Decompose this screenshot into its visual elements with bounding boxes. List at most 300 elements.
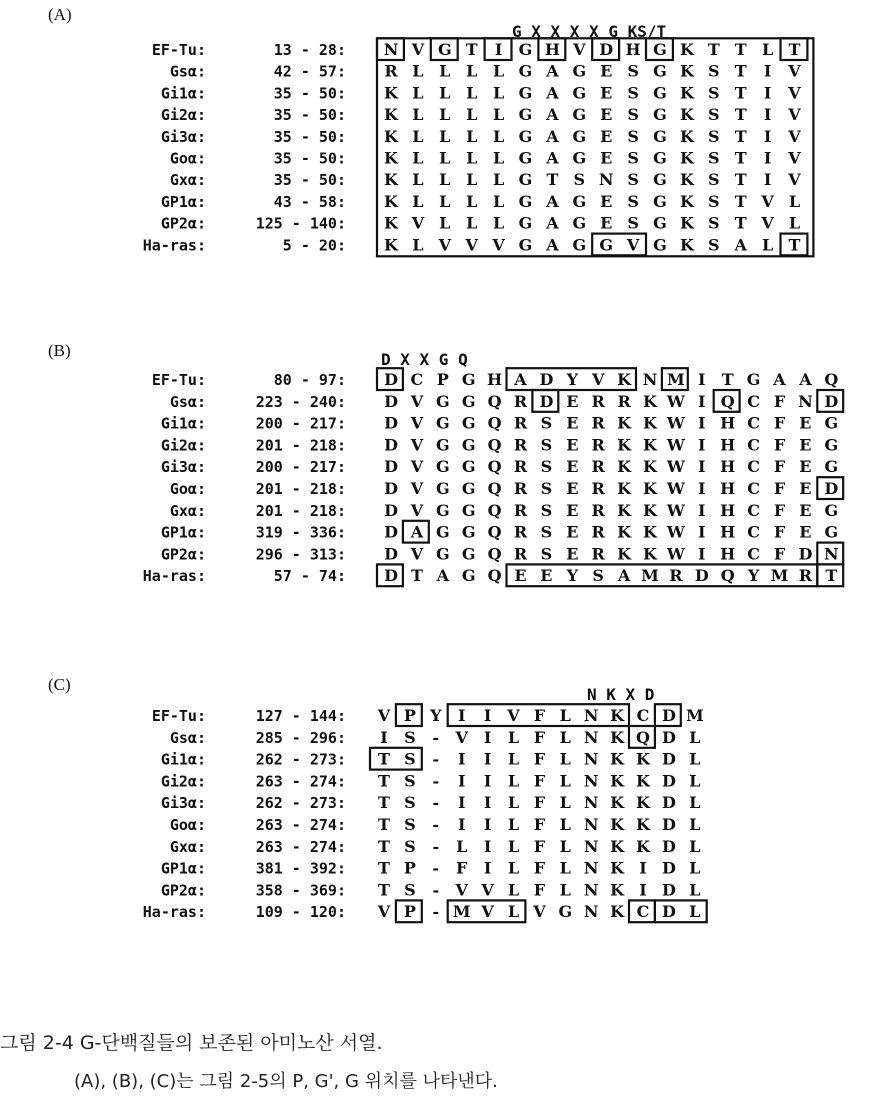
residue: K bbox=[610, 749, 625, 769]
residue: S bbox=[540, 522, 553, 542]
residue: L bbox=[507, 902, 520, 922]
residue: W bbox=[666, 457, 685, 477]
residue: C bbox=[747, 479, 760, 498]
residue: - bbox=[432, 880, 440, 900]
residue: I bbox=[698, 522, 706, 542]
residue: I bbox=[494, 40, 503, 59]
residue: L bbox=[492, 126, 505, 146]
residue: L bbox=[439, 105, 451, 125]
residue: F bbox=[773, 522, 786, 542]
residue: K bbox=[679, 105, 694, 125]
residue: I bbox=[763, 148, 772, 168]
residue: V bbox=[410, 391, 424, 411]
residue: N bbox=[823, 544, 839, 564]
residue-range: 358 - 369: bbox=[255, 881, 346, 900]
residue: S bbox=[708, 148, 720, 168]
residue: C bbox=[747, 391, 760, 411]
residue: T bbox=[734, 105, 747, 125]
residue: G bbox=[653, 148, 667, 168]
residue-range: 223 - 240: bbox=[255, 392, 346, 411]
residue: S bbox=[627, 61, 639, 81]
residue: E bbox=[799, 479, 812, 498]
residue: E bbox=[566, 500, 579, 520]
residue: F bbox=[533, 793, 546, 813]
residue: E bbox=[600, 61, 613, 81]
residue: R bbox=[513, 544, 528, 564]
residue: V bbox=[788, 170, 801, 190]
residue-range: 263 - 274: bbox=[255, 816, 346, 834]
residue: I bbox=[457, 793, 466, 813]
residue: P bbox=[436, 370, 449, 389]
residue: R bbox=[513, 457, 528, 477]
residue: D bbox=[384, 413, 398, 433]
residue: L bbox=[689, 771, 701, 791]
panel-label: (A) bbox=[48, 5, 72, 24]
protein-name: Gi3α: bbox=[160, 127, 206, 146]
residue: L bbox=[492, 61, 505, 81]
residue: K bbox=[636, 815, 650, 834]
residue: L bbox=[456, 836, 468, 856]
residue: E bbox=[600, 213, 613, 233]
protein-name: Gi2α: bbox=[160, 106, 206, 125]
residue: K bbox=[384, 213, 398, 233]
residue: F bbox=[773, 435, 786, 455]
protein-name: Gxα: bbox=[169, 501, 206, 520]
residue-range: 35 - 50: bbox=[273, 84, 346, 103]
residue: V bbox=[481, 902, 494, 922]
residue: L bbox=[492, 83, 505, 103]
residue: F bbox=[533, 836, 546, 856]
residue: S bbox=[592, 566, 604, 586]
protein-name: Ha-ras: bbox=[142, 236, 206, 255]
residue: G bbox=[653, 170, 667, 190]
residue: Q bbox=[636, 727, 650, 747]
residue: S bbox=[540, 479, 553, 498]
residue: L bbox=[412, 126, 424, 146]
residue: I bbox=[639, 880, 647, 900]
residue: L bbox=[439, 126, 451, 146]
residue: A bbox=[617, 566, 631, 586]
residue: C bbox=[747, 413, 760, 433]
residue: R bbox=[513, 500, 528, 520]
residue: L bbox=[559, 858, 571, 878]
residue: G bbox=[824, 522, 839, 542]
residue: I bbox=[483, 836, 492, 856]
residue: V bbox=[761, 191, 774, 211]
residue: L bbox=[466, 83, 478, 103]
residue: M bbox=[667, 370, 685, 389]
residue: S bbox=[540, 544, 553, 564]
residue: G bbox=[461, 544, 476, 564]
residue: L bbox=[559, 771, 571, 791]
residue: F bbox=[533, 858, 546, 878]
residue: S bbox=[404, 749, 416, 769]
residue: L bbox=[466, 213, 478, 233]
protein-name: EF-Tu: bbox=[151, 41, 206, 59]
residue: G bbox=[518, 191, 533, 211]
residue: D bbox=[661, 858, 676, 878]
residue: L bbox=[412, 235, 424, 255]
residue: S bbox=[404, 880, 416, 900]
residue: M bbox=[641, 566, 659, 586]
residue: A bbox=[546, 105, 559, 125]
residue: D bbox=[824, 479, 839, 498]
residue: S bbox=[627, 191, 639, 211]
residue: C bbox=[747, 522, 760, 542]
residue: S bbox=[540, 500, 553, 520]
residue: F bbox=[533, 706, 546, 725]
residue: E bbox=[600, 83, 613, 103]
residue: F bbox=[773, 479, 786, 498]
residue: V bbox=[788, 105, 801, 125]
residue: G bbox=[572, 61, 587, 81]
residue: L bbox=[788, 213, 801, 233]
residue: K bbox=[643, 413, 657, 433]
residue-range: 43 - 58: bbox=[273, 192, 346, 211]
residue: G bbox=[518, 213, 533, 233]
residue: K bbox=[679, 213, 694, 233]
residue: I bbox=[698, 479, 706, 498]
residue: G bbox=[746, 370, 761, 389]
residue: R bbox=[591, 457, 605, 477]
caption-subtitle: (A), (B), (C)는 그림 2-5의 P, G', G 위치를 나타낸다. bbox=[74, 1071, 498, 1092]
residue: W bbox=[666, 500, 685, 520]
residue: S bbox=[404, 771, 416, 791]
residue: F bbox=[773, 500, 786, 520]
residue: R bbox=[513, 522, 528, 542]
residue: A bbox=[773, 370, 786, 389]
residue: S bbox=[404, 836, 416, 856]
residue: - bbox=[432, 858, 440, 878]
residue: V bbox=[761, 213, 774, 233]
residue: V bbox=[573, 40, 586, 59]
protein-name: Gi1α: bbox=[160, 84, 206, 103]
residue: S bbox=[708, 191, 720, 211]
residue: N bbox=[598, 170, 614, 190]
residue: K bbox=[643, 500, 657, 520]
residue: E bbox=[566, 522, 579, 542]
residue: G bbox=[435, 479, 450, 498]
residue: T bbox=[707, 40, 720, 59]
residue: S bbox=[404, 793, 416, 813]
residue: G bbox=[653, 235, 667, 255]
residue: T bbox=[378, 836, 390, 856]
residue: R bbox=[513, 479, 528, 498]
residue: L bbox=[689, 815, 701, 834]
residue: V bbox=[533, 902, 546, 922]
residue: V bbox=[455, 880, 468, 900]
residue: S bbox=[708, 235, 720, 255]
residue: L bbox=[559, 815, 571, 834]
residue: H bbox=[720, 413, 736, 433]
residue-range: 200 - 217: bbox=[255, 414, 346, 433]
residue: D bbox=[599, 40, 614, 59]
residue: L bbox=[507, 771, 520, 791]
residue: L bbox=[689, 727, 701, 747]
residue-range: 80 - 97: bbox=[273, 371, 346, 389]
residue: I bbox=[639, 858, 647, 878]
residue: W bbox=[666, 479, 685, 498]
residue: L bbox=[439, 148, 451, 168]
residue: D bbox=[384, 522, 398, 542]
protein-name: Gi2α: bbox=[160, 436, 206, 455]
residue: G bbox=[653, 213, 667, 233]
residue: K bbox=[679, 148, 694, 168]
residue: D bbox=[384, 500, 398, 520]
residue: H bbox=[487, 370, 503, 389]
residue-range: 263 - 274: bbox=[255, 772, 346, 791]
figure-caption bbox=[0, 1028, 871, 1093]
residue: C bbox=[747, 435, 760, 455]
residue: A bbox=[546, 126, 559, 146]
residue: W bbox=[666, 413, 685, 433]
residue: L bbox=[439, 83, 451, 103]
residue: L bbox=[507, 836, 520, 856]
residue: R bbox=[591, 479, 605, 498]
residue: S bbox=[540, 457, 553, 477]
residue: Q bbox=[487, 413, 502, 433]
residue: S bbox=[404, 815, 416, 834]
residue-range: 201 - 218: bbox=[255, 501, 346, 520]
residue: S bbox=[627, 83, 639, 103]
residue: K bbox=[643, 391, 657, 411]
residue: G bbox=[461, 479, 476, 498]
residue: G bbox=[824, 500, 839, 520]
residue: L bbox=[507, 858, 520, 878]
residue: N bbox=[583, 836, 599, 856]
residue-range: 42 - 57: bbox=[273, 62, 346, 81]
residue: A bbox=[410, 522, 424, 542]
residue: V bbox=[788, 126, 801, 146]
residue: E bbox=[540, 566, 553, 586]
residue: K bbox=[643, 479, 657, 498]
protein-name: Ha-ras: bbox=[142, 903, 206, 922]
residue: I bbox=[483, 858, 492, 878]
residue: K bbox=[384, 105, 398, 125]
residue: E bbox=[566, 544, 579, 564]
residue: L bbox=[412, 170, 424, 190]
residue: Q bbox=[487, 544, 502, 564]
residue: L bbox=[466, 126, 478, 146]
residue: C bbox=[636, 902, 650, 922]
residue: K bbox=[617, 522, 632, 542]
residue: K bbox=[617, 479, 632, 498]
residue: L bbox=[492, 148, 505, 168]
residue: G bbox=[653, 105, 667, 125]
residue: T bbox=[788, 40, 801, 59]
residue: I bbox=[483, 727, 492, 747]
residue: L bbox=[466, 170, 478, 190]
residue: N bbox=[583, 749, 599, 769]
residue: T bbox=[788, 235, 801, 255]
protein-name: Gxα: bbox=[169, 171, 206, 190]
residue: M bbox=[685, 706, 704, 725]
residue: I bbox=[457, 706, 466, 725]
residue: K bbox=[610, 880, 625, 900]
residue: V bbox=[481, 880, 494, 900]
residue-range: 57 - 74: bbox=[273, 567, 346, 586]
residue: L bbox=[689, 858, 701, 878]
residue: G bbox=[653, 61, 667, 81]
residue: S bbox=[627, 148, 639, 168]
residue: T bbox=[378, 771, 390, 791]
residue: D bbox=[798, 544, 813, 564]
residue: Y bbox=[566, 370, 579, 389]
residue: I bbox=[763, 170, 772, 190]
protein-name: Goα: bbox=[169, 816, 206, 834]
residue: R bbox=[591, 500, 605, 520]
residue: C bbox=[747, 544, 760, 564]
residue-range: 35 - 50: bbox=[273, 149, 346, 168]
residue: G bbox=[824, 435, 839, 455]
residue: E bbox=[799, 522, 812, 542]
residue: N bbox=[383, 40, 399, 59]
residue: K bbox=[610, 706, 625, 725]
residue: R bbox=[513, 435, 528, 455]
residue: Q bbox=[487, 391, 502, 411]
protein-name: Gsα: bbox=[169, 728, 206, 747]
residue: T bbox=[378, 880, 390, 900]
residue: G bbox=[435, 413, 450, 433]
protein-name: GP1α: bbox=[160, 192, 206, 211]
residue: K bbox=[617, 457, 632, 477]
residue: I bbox=[698, 435, 706, 455]
caption-title: 그림 2-4 G-단백질들의 보존된 아미노산 서열. bbox=[0, 1032, 383, 1054]
residue: L bbox=[559, 749, 571, 769]
residue: V bbox=[410, 435, 424, 455]
residue: G bbox=[435, 500, 450, 520]
residue: I bbox=[763, 126, 772, 146]
residue: D bbox=[661, 793, 676, 813]
residue: D bbox=[539, 370, 554, 389]
residue: G bbox=[435, 435, 450, 455]
residue: D bbox=[539, 391, 554, 411]
residue: I bbox=[457, 815, 466, 834]
residue: S bbox=[627, 105, 639, 125]
residue: I bbox=[483, 793, 492, 813]
residue: F bbox=[533, 771, 546, 791]
panel-label: (B) bbox=[48, 341, 71, 360]
protein-name: Gi2α: bbox=[160, 772, 206, 791]
protein-name: EF-Tu: bbox=[151, 371, 206, 389]
residue: K bbox=[679, 61, 694, 81]
residue: G bbox=[435, 391, 450, 411]
residue: G bbox=[572, 83, 587, 103]
residue: S bbox=[708, 83, 720, 103]
residue: G bbox=[653, 83, 667, 103]
residue-range: 13 - 28: bbox=[273, 41, 346, 59]
protein-name: Ha-ras: bbox=[142, 567, 206, 586]
residue: L bbox=[788, 191, 801, 211]
residue-range: 296 - 313: bbox=[255, 545, 346, 564]
residue: G bbox=[461, 566, 476, 586]
residue: L bbox=[761, 40, 774, 59]
residue: D bbox=[384, 435, 398, 455]
residue: R bbox=[513, 413, 528, 433]
residue: T bbox=[734, 170, 747, 190]
residue: F bbox=[773, 391, 786, 411]
residue-range: 127 - 144: bbox=[255, 707, 346, 725]
residue: N bbox=[583, 858, 599, 878]
residue: E bbox=[600, 148, 613, 168]
residue: K bbox=[679, 191, 694, 211]
protein-name: GP2α: bbox=[160, 881, 206, 900]
residue: Q bbox=[824, 370, 839, 389]
residue: Y bbox=[566, 566, 579, 586]
residue: T bbox=[721, 370, 734, 389]
residue: N bbox=[583, 902, 599, 922]
residue: L bbox=[412, 61, 424, 81]
residue: G bbox=[435, 522, 450, 542]
residue: G bbox=[461, 370, 476, 389]
residue: S bbox=[540, 413, 553, 433]
residue: K bbox=[679, 40, 694, 59]
residue: D bbox=[661, 880, 676, 900]
residue: T bbox=[378, 749, 390, 769]
residue: K bbox=[636, 749, 650, 769]
residue: S bbox=[627, 170, 639, 190]
residue: E bbox=[566, 391, 579, 411]
residue: Q bbox=[487, 479, 502, 498]
residue: L bbox=[559, 706, 571, 725]
residue: E bbox=[799, 435, 812, 455]
residue: L bbox=[439, 213, 451, 233]
residue: T bbox=[734, 83, 747, 103]
residue: K bbox=[617, 500, 632, 520]
residue: I bbox=[698, 413, 706, 433]
residue: K bbox=[610, 815, 625, 834]
residue: E bbox=[799, 413, 812, 433]
residue: H bbox=[720, 479, 736, 498]
residue: L bbox=[689, 902, 701, 922]
residue: A bbox=[546, 61, 559, 81]
residue: E bbox=[566, 457, 579, 477]
residue: S bbox=[708, 126, 720, 146]
residue: D bbox=[384, 544, 398, 564]
residue: T bbox=[734, 191, 747, 211]
residue: S bbox=[708, 170, 720, 190]
residue: H bbox=[720, 500, 736, 520]
residue: G bbox=[461, 391, 476, 411]
residue: I bbox=[698, 457, 706, 477]
residue: L bbox=[507, 727, 520, 747]
residue: G bbox=[518, 148, 533, 168]
residue: T bbox=[734, 126, 747, 146]
residue: T bbox=[734, 61, 747, 81]
residue: Q bbox=[487, 566, 502, 586]
residue: D bbox=[384, 479, 398, 498]
residue: K bbox=[610, 902, 625, 922]
protein-name: GP1α: bbox=[160, 523, 206, 542]
residue: K bbox=[384, 126, 398, 146]
residue: L bbox=[439, 191, 451, 211]
residue: T bbox=[734, 148, 747, 168]
residue: L bbox=[412, 105, 424, 125]
residue: V bbox=[377, 902, 391, 922]
residue: D bbox=[384, 566, 398, 586]
residue: P bbox=[403, 902, 416, 922]
residue: K bbox=[679, 83, 694, 103]
residue: L bbox=[412, 191, 424, 211]
residue: V bbox=[788, 83, 801, 103]
residue-range: 262 - 273: bbox=[255, 794, 346, 813]
residue: I bbox=[380, 727, 388, 747]
residue-range: 201 - 218: bbox=[255, 480, 346, 498]
residue: D bbox=[694, 566, 709, 586]
residue: K bbox=[617, 413, 632, 433]
residue: G bbox=[518, 126, 533, 146]
residue: G bbox=[572, 235, 587, 255]
